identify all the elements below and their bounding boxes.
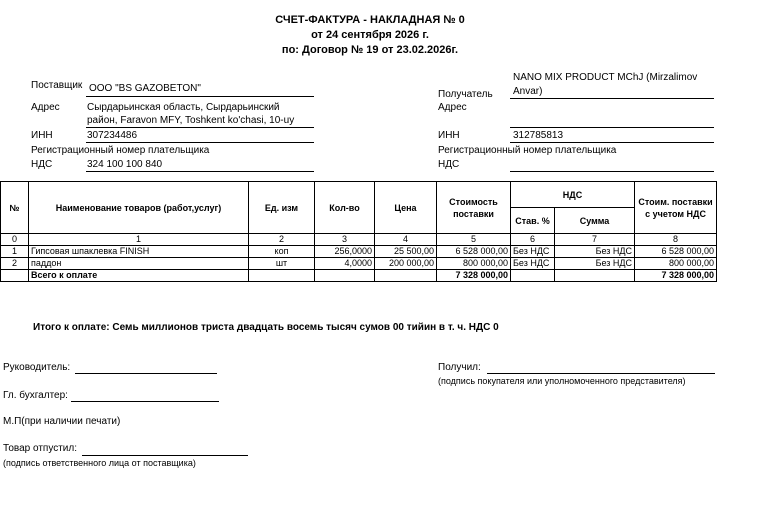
received-signature-line	[487, 373, 715, 374]
recipient-address-label: Адрес	[438, 102, 467, 113]
col-number: 0	[1, 234, 29, 246]
row-name: Гипсовая шпаклевка FINISH	[29, 246, 249, 258]
supplier-label: Поставщик	[31, 80, 83, 91]
header-cost: Стоимость поставки	[437, 182, 511, 234]
col-number: 6	[511, 234, 555, 246]
row-price: 200 000,00	[375, 258, 437, 270]
row-price: 25 500,00	[375, 246, 437, 258]
recipient-address-line	[510, 127, 714, 128]
received-note: (подпись покупателя или уполномоченного представителя)	[438, 376, 686, 386]
row-no: 1	[1, 246, 29, 258]
document-title: СЧЕТ-ФАКТУРА - НАКЛАДНАЯ № 0	[275, 14, 465, 26]
supplier-inn-label: ИНН	[31, 130, 53, 141]
header-qty: Кол-во	[315, 182, 375, 234]
header-total: Стоим. поставки с учетом НДС	[635, 182, 717, 234]
director-label: Руководитель:	[3, 362, 71, 373]
col-number: 4	[375, 234, 437, 246]
header-name: Наименование товаров (работ,услуг)	[29, 182, 249, 234]
supplier-address-line1: Сырдарьинская область, Сырдарьинский	[87, 102, 280, 113]
stamp-label: М.П(при наличии печати)	[3, 416, 121, 427]
released-note: (подпись ответственного лица от поставщика)	[3, 458, 196, 468]
recipient-label: Получатель	[438, 89, 493, 100]
received-label: Получил:	[438, 362, 481, 373]
header-vat-rate: Став. %	[511, 208, 555, 234]
supplier-vat-label: НДС	[31, 159, 53, 170]
row-no: 2	[1, 258, 29, 270]
accountant-label: Гл. бухгалтер:	[3, 390, 68, 401]
header-unit: Ед. изм	[249, 182, 315, 234]
header-price: Цена	[375, 182, 437, 234]
total-label: Всего к оплате	[29, 270, 249, 282]
col-number: 1	[29, 234, 249, 246]
col-number: 5	[437, 234, 511, 246]
supplier-address-line2: район, Faravon MFY, Toshkent ko'chasi, 10-uy	[87, 115, 295, 126]
supplier-reg-label: Регистрационный номер плательщика	[31, 145, 210, 156]
total-cost: 7 328 000,00	[437, 270, 511, 282]
released-signature-line	[82, 455, 248, 456]
amount-in-words: Итого к оплате: Семь миллионов триста двадцать восемь тысяч сумов 00 тийин в т. ч. НДС 0	[33, 322, 499, 333]
supplier-name: ООО "BS GAZOBETON"	[89, 83, 201, 94]
supplier-vat: 324 100 100 840	[87, 159, 163, 170]
document-date: от 24 сентября 2026 г.	[311, 29, 429, 41]
supplier-name-line	[86, 96, 314, 97]
supplier-inn-line	[86, 142, 314, 143]
row-total: 800 000,00	[635, 258, 717, 270]
supplier-address-line	[86, 127, 314, 128]
row-total: 6 528 000,00	[635, 246, 717, 258]
recipient-reg-label: Регистрационный номер плательщика	[438, 145, 617, 156]
row-unit: коп	[249, 246, 315, 258]
table-row	[1, 258, 717, 270]
supplier-inn: 307234486	[87, 130, 138, 141]
supplier-address-label: Адрес	[31, 102, 60, 113]
row-unit: шт	[249, 258, 315, 270]
recipient-name-line1: NANO MIX PRODUCT MChJ (Mirzalimov	[513, 72, 698, 83]
row-qty: 256,0000	[315, 246, 375, 258]
director-signature-line	[75, 373, 217, 374]
recipient-name-line2: Anvar)	[513, 86, 543, 97]
row-vat-rate: Без НДС	[511, 258, 555, 270]
header-no: №	[1, 182, 29, 234]
total-row	[1, 270, 717, 282]
header-vat-sum: Сумма	[555, 208, 635, 234]
col-number: 2	[249, 234, 315, 246]
row-vat-sum: Без НДС	[555, 246, 635, 258]
recipient-vat-label: НДС	[438, 159, 460, 170]
recipient-inn-line	[510, 142, 714, 143]
header-vat: НДС	[511, 182, 635, 208]
row-cost: 6 528 000,00	[437, 246, 511, 258]
recipient-inn-label: ИНН	[438, 130, 460, 141]
row-vat-rate: Без НДС	[511, 246, 555, 258]
row-vat-sum: Без НДС	[555, 258, 635, 270]
col-number: 3	[315, 234, 375, 246]
row-name: паддон	[29, 258, 249, 270]
recipient-name-line	[510, 98, 714, 99]
recipient-vat-line	[510, 171, 714, 172]
total-sum: 7 328 000,00	[635, 270, 717, 282]
table-row	[1, 246, 717, 258]
row-qty: 4,0000	[315, 258, 375, 270]
supplier-vat-line	[86, 171, 314, 172]
col-number: 8	[635, 234, 717, 246]
accountant-signature-line	[71, 401, 219, 402]
released-label: Товар отпустил:	[3, 443, 77, 454]
items-table	[0, 181, 717, 282]
recipient-inn: 312785813	[513, 130, 564, 141]
document-contract: по: Договор № 19 от 23.02.2026г.	[281, 44, 459, 56]
row-cost: 800 000,00	[437, 258, 511, 270]
col-number: 7	[555, 234, 635, 246]
